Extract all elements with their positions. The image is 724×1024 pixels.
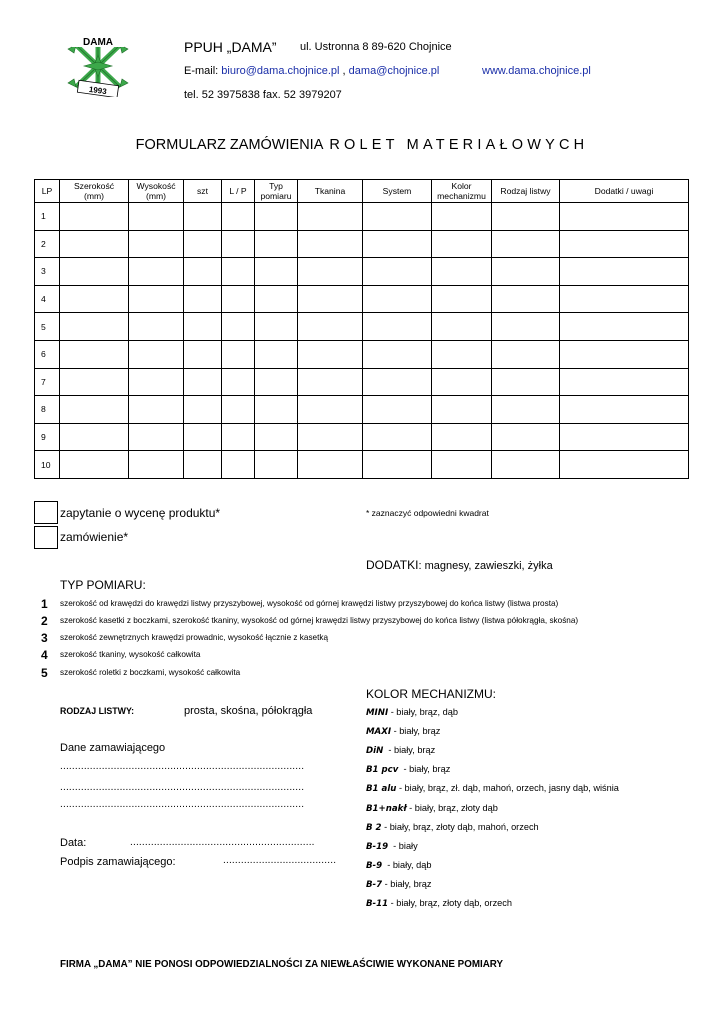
measurement-type-number: 4: [41, 648, 48, 662]
table-cell[interactable]: [363, 203, 432, 231]
table-cell[interactable]: [129, 396, 184, 424]
date-field[interactable]: ..............................................................: [130, 837, 315, 848]
table-cell[interactable]: [560, 230, 689, 258]
table-row: [35, 313, 689, 341]
table-cell[interactable]: [432, 285, 492, 313]
mechanism-color-item: [366, 898, 512, 909]
customer-data-label: Dane zamawiającego: [60, 742, 166, 754]
column-header-line2: pomiaru: [260, 191, 292, 201]
mechanism-code: B1 alu: [366, 784, 397, 795]
table-cell[interactable]: [129, 368, 184, 396]
table-cell[interactable]: [60, 423, 129, 451]
column-header-line1: L / P: [229, 186, 247, 196]
mechanism-colors: - biały, brąz, zł. dąb, mahoń, orzech, jasny dąb, wiśnia: [396, 783, 619, 794]
customer-data-line-1[interactable]: ..................................................................................: [60, 761, 305, 772]
table-cell[interactable]: [255, 340, 298, 368]
table-cell[interactable]: [222, 313, 255, 341]
table-cell[interactable]: [298, 313, 363, 341]
table-row: [35, 230, 689, 258]
dodatki-line: [366, 558, 553, 572]
signature-label: Podpis zamawiającego:: [60, 856, 176, 868]
column-header-line1: Typ: [269, 181, 283, 191]
table-cell[interactable]: [298, 368, 363, 396]
column-header-line1: Rodzaj listwy: [500, 186, 551, 196]
mechanism-code: B-7: [366, 879, 383, 890]
company-name: PPUH „DAMA”: [184, 39, 277, 55]
mechanism-colors: - biały, dąb: [382, 859, 432, 870]
row-number: 8: [35, 396, 60, 424]
form-title-main: FORMULARZ ZAMÓWIENIA: [135, 137, 324, 153]
table-cell[interactable]: [184, 203, 222, 231]
table-header-row: [35, 180, 689, 203]
table-cell[interactable]: [560, 203, 689, 231]
table-cell[interactable]: [298, 396, 363, 424]
mechanism-color-item: [366, 764, 450, 775]
rail-type-label: RODZAJ LISTWY:: [60, 706, 135, 716]
column-header: [184, 180, 222, 203]
table-cell[interactable]: [222, 203, 255, 231]
mechanism-colors: - biały, brąz: [382, 878, 432, 889]
email-link-1[interactable]: biuro@dama.chojnice.pl: [221, 65, 340, 77]
mechanism-color-item: [366, 822, 539, 833]
table-cell[interactable]: [129, 313, 184, 341]
table-cell[interactable]: [222, 396, 255, 424]
table-cell[interactable]: [298, 340, 363, 368]
column-header: [129, 180, 184, 203]
table-row: [35, 258, 689, 286]
table-cell[interactable]: [363, 313, 432, 341]
row-number: 5: [35, 313, 60, 341]
table-row: [35, 451, 689, 479]
mechanism-color-item: [366, 841, 418, 852]
email-separator: ,: [342, 65, 346, 77]
table-cell[interactable]: [492, 230, 560, 258]
table-cell[interactable]: [432, 423, 492, 451]
column-header-line1: Kolor: [451, 181, 472, 191]
mechanism-code: DiN: [366, 746, 384, 757]
email-label: E-mail:: [184, 65, 219, 77]
date-label: Data:: [60, 837, 87, 849]
table-cell[interactable]: [129, 258, 184, 286]
rail-type-value: prosta, skośna, półokrągła: [184, 705, 313, 717]
measurement-type-text: szerokość zewnętrznych krawędzi prowadnic, wysokość łącznie z kasetką: [60, 633, 329, 642]
measurement-type-number: 2: [41, 614, 48, 628]
table-cell[interactable]: [222, 368, 255, 396]
row-number: 3: [35, 258, 60, 286]
table-cell[interactable]: [432, 230, 492, 258]
mechanism-code: B-11: [366, 899, 389, 909]
table-cell[interactable]: [298, 258, 363, 286]
table-cell[interactable]: [60, 368, 129, 396]
table-cell[interactable]: [432, 451, 492, 479]
form-title: [0, 137, 724, 153]
row-number: 7: [35, 368, 60, 396]
table-cell[interactable]: [363, 423, 432, 451]
mechanism-colors: - biały, brąz, złoty dąb, mahoń, orzech: [381, 821, 539, 832]
company-address: ul. Ustronna 8 89-620 Chojnice: [300, 41, 452, 53]
checkbox-price-inquiry[interactable]: [34, 501, 58, 524]
dodatki-text: : magnesy, zawieszki, żyłka: [418, 560, 553, 572]
form-title-spaced: ROLET MATERIAŁOWYCH: [329, 137, 589, 153]
table-cell[interactable]: [222, 451, 255, 479]
mechanism-code: MAXI: [366, 727, 392, 738]
mechanism-color-item: [366, 745, 435, 756]
table-cell[interactable]: [60, 451, 129, 479]
table-cell[interactable]: [432, 203, 492, 231]
company-logo: [62, 35, 134, 97]
table-cell[interactable]: [255, 230, 298, 258]
table-cell[interactable]: [298, 203, 363, 231]
column-header: [560, 180, 689, 203]
dodatki-label: DODATKI: [366, 558, 419, 572]
column-header-line1: LP: [41, 186, 53, 196]
mechanism-color-item: [366, 707, 458, 718]
table-row: [35, 423, 689, 451]
column-header: [432, 180, 492, 203]
column-header: [363, 180, 432, 203]
table-row: [35, 285, 689, 313]
measurement-type-number: 5: [41, 666, 48, 680]
mechanism-code: MINI: [366, 708, 389, 718]
measurement-type-text: szerokość roletki z boczkami, wysokość całkowita: [60, 668, 241, 677]
table-cell[interactable]: [60, 285, 129, 313]
column-header: [255, 180, 298, 203]
table-cell[interactable]: [560, 258, 689, 286]
table-cell[interactable]: [129, 230, 184, 258]
table-body: [35, 203, 689, 479]
column-header: [492, 180, 560, 203]
mechanism-colors: - biały, brąz, złoty dąb, orzech: [388, 898, 512, 908]
signature-field[interactable]: ......................................: [223, 855, 337, 866]
table-cell[interactable]: [184, 230, 222, 258]
table-cell[interactable]: [184, 368, 222, 396]
table-cell[interactable]: [432, 340, 492, 368]
table-cell[interactable]: [298, 230, 363, 258]
mechanism-colors: - biały: [388, 840, 418, 851]
column-header: [222, 180, 255, 203]
table-cell[interactable]: [492, 423, 560, 451]
email-line: [184, 65, 439, 77]
measurement-type-text: szerokość tkaniny, wysokość całkowita: [60, 650, 201, 659]
customer-data-line-3[interactable]: ..................................................................................: [60, 799, 305, 810]
table-cell[interactable]: [363, 396, 432, 424]
table-cell[interactable]: [560, 340, 689, 368]
table-cell[interactable]: [184, 285, 222, 313]
table-row: [35, 396, 689, 424]
table-cell[interactable]: [255, 203, 298, 231]
table-cell[interactable]: [432, 258, 492, 286]
table-cell[interactable]: [222, 340, 255, 368]
mechanism-color-item: [366, 803, 498, 814]
table-cell[interactable]: [255, 285, 298, 313]
table-cell[interactable]: [60, 340, 129, 368]
website-link[interactable]: www.dama.chojnice.pl: [482, 65, 591, 77]
column-header-line1: Tkanina: [314, 186, 346, 196]
table-cell[interactable]: [298, 451, 363, 479]
table-cell[interactable]: [255, 313, 298, 341]
table-cell[interactable]: [432, 313, 492, 341]
column-header-line1: szt: [197, 186, 208, 196]
table-cell[interactable]: [222, 423, 255, 451]
table-cell[interactable]: [492, 340, 560, 368]
phone-fax: tel. 52 3975838 fax. 52 3979207: [184, 89, 342, 101]
table-cell[interactable]: [492, 368, 560, 396]
table-cell[interactable]: [298, 423, 363, 451]
mechanism-color-item: [366, 783, 619, 794]
table-cell[interactable]: [560, 313, 689, 341]
email-link-2[interactable]: dama@chojnice.pl: [348, 65, 440, 77]
mechanism-code: B1+nakł: [366, 803, 407, 814]
table-cell[interactable]: [184, 313, 222, 341]
table-cell[interactable]: [492, 451, 560, 479]
table-cell[interactable]: [492, 285, 560, 313]
table-cell[interactable]: [492, 313, 560, 341]
table-cell[interactable]: [184, 451, 222, 479]
table-cell[interactable]: [492, 203, 560, 231]
measurement-type-text: szerokość kasetki z boczkami, szerokość tkaniny, wysokość od górnej krawędzi listwy przyszybowej do końca listwy (listwa półokrągła, skośna): [60, 616, 579, 625]
column-header-line1: Dodatki / uwagi: [594, 186, 654, 196]
table-cell[interactable]: [129, 423, 184, 451]
table-cell[interactable]: [60, 203, 129, 231]
table-cell[interactable]: [222, 230, 255, 258]
table-cell[interactable]: [129, 285, 184, 313]
row-number: 6: [35, 340, 60, 368]
table-cell[interactable]: [184, 258, 222, 286]
row-number: 2: [35, 230, 60, 258]
table-cell[interactable]: [222, 285, 255, 313]
table-cell[interactable]: [184, 340, 222, 368]
table-cell[interactable]: [560, 285, 689, 313]
mechanism-code: B1 pcv: [366, 765, 399, 776]
table-cell[interactable]: [298, 285, 363, 313]
column-header: [35, 180, 60, 203]
table-cell[interactable]: [60, 396, 129, 424]
column-header-line2: (mm): [83, 191, 105, 201]
table-cell[interactable]: [492, 396, 560, 424]
table-cell[interactable]: [560, 368, 689, 396]
column-header-line2: (mm): [145, 191, 167, 201]
table-cell[interactable]: [129, 451, 184, 479]
table-cell[interactable]: [184, 423, 222, 451]
table-cell[interactable]: [255, 396, 298, 424]
table-cell[interactable]: [492, 258, 560, 286]
disclaimer-footer: FIRMA „DAMA” NIE PONOSI ODPOWIEDZIALNOŚCI ZA NIEWŁAŚCIWIE WYKONANE POMIARY: [60, 959, 504, 970]
column-header-line1: Wysokość: [136, 181, 176, 191]
order-table: [34, 179, 689, 479]
table-cell[interactable]: [60, 230, 129, 258]
table-cell[interactable]: [560, 451, 689, 479]
checkbox-order-label: zamówienie*: [60, 530, 129, 544]
column-header-line2: mechanizmu: [437, 191, 486, 201]
checkbox-price-inquiry-label: zapytanie o wycenę produktu*: [60, 506, 221, 520]
measurement-type-number: 1: [41, 597, 48, 611]
table-cell[interactable]: [363, 258, 432, 286]
mechanism-colors: - biały, brąz: [398, 764, 451, 775]
mechanism-code: B 2: [366, 822, 382, 833]
row-number: 9: [35, 423, 60, 451]
table-cell[interactable]: [129, 203, 184, 231]
row-number: 4: [35, 285, 60, 313]
customer-data-line-2[interactable]: ..................................................................................: [60, 782, 305, 793]
mechanism-color-title: KOLOR MECHANIZMU:: [366, 687, 497, 701]
table-cell[interactable]: [255, 423, 298, 451]
table-row: [35, 368, 689, 396]
mechanism-color-item: [366, 860, 431, 871]
column-header-line1: Szerokość: [73, 181, 115, 191]
table-row: [35, 340, 689, 368]
logo-name: DAMA: [83, 37, 113, 48]
table-cell[interactable]: [363, 285, 432, 313]
table-cell[interactable]: [60, 313, 129, 341]
measurement-type-number: 3: [41, 631, 48, 645]
table-cell[interactable]: [222, 258, 255, 286]
mechanism-color-item: [366, 879, 431, 890]
table-cell[interactable]: [60, 258, 129, 286]
table-cell[interactable]: [432, 396, 492, 424]
mechanism-colors: - biały, brąz: [383, 745, 436, 756]
table-cell[interactable]: [560, 423, 689, 451]
table-cell[interactable]: [560, 396, 689, 424]
table-cell[interactable]: [255, 258, 298, 286]
column-header: [298, 180, 363, 203]
column-header: [60, 180, 129, 203]
table-cell[interactable]: [363, 451, 432, 479]
mechanism-colors: - biały, brąz: [391, 726, 441, 737]
logo-year: 1993: [88, 84, 108, 97]
mechanism-colors: - biały, brąz, dąb: [388, 707, 458, 717]
measurement-type-text: szerokość od krawędzi do krawędzi listwy przyszybowej, wysokość od górnej krawędzi listwy przyszybowej do końca listwy (listwa prosta): [60, 599, 559, 608]
checkbox-note: * zaznaczyć odpowiedni kwadrat: [366, 508, 489, 518]
table-row: [35, 203, 689, 231]
table-cell[interactable]: [363, 230, 432, 258]
mechanism-code: B-19: [366, 841, 389, 852]
table-cell[interactable]: [363, 340, 432, 368]
checkbox-order[interactable]: [34, 526, 58, 549]
table-cell[interactable]: [129, 340, 184, 368]
column-header-line1: System: [382, 186, 412, 196]
mechanism-colors: - biały, brąz, złoty dąb: [406, 802, 498, 813]
table-cell[interactable]: [363, 368, 432, 396]
table-cell[interactable]: [255, 368, 298, 396]
table-cell[interactable]: [432, 368, 492, 396]
table-cell[interactable]: [255, 451, 298, 479]
row-number: 10: [35, 451, 60, 479]
mechanism-color-item: [366, 726, 440, 737]
table-cell[interactable]: [184, 396, 222, 424]
measurement-type-title: TYP POMIARU:: [60, 578, 146, 592]
mechanism-code: B-9: [366, 860, 383, 871]
row-number: 1: [35, 203, 60, 231]
